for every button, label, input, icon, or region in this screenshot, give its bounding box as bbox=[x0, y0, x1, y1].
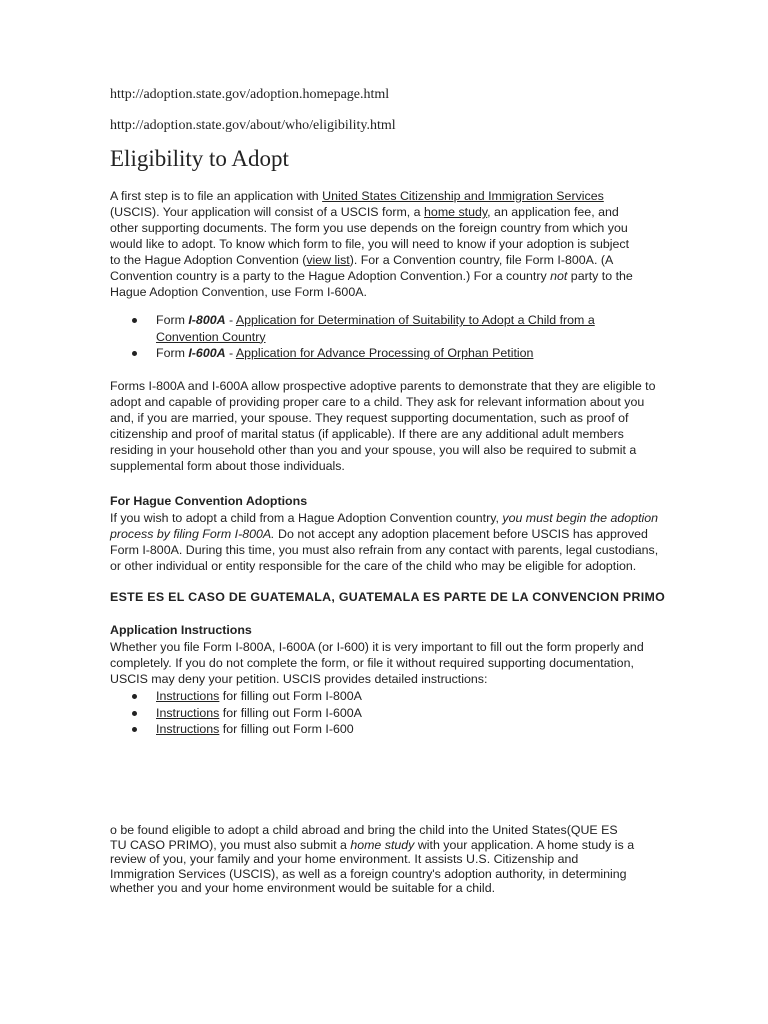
source-url-homepage: http://adoption.state.gov/adoption.homepage.html bbox=[110, 87, 390, 102]
list-item: Form I-800A - Application for Determination of Suitability to Adopt a Child from a Convention Country bbox=[132, 312, 595, 345]
forms-list bbox=[132, 312, 595, 362]
instructions-list bbox=[132, 688, 362, 738]
bullet-icon bbox=[132, 727, 137, 732]
list-item: Form I-600A - Application for Advance Processing of Orphan Petition bbox=[132, 345, 595, 362]
view-list-link[interactable]: view list bbox=[306, 253, 350, 267]
instructions-i800a-link[interactable]: Instructions bbox=[156, 689, 220, 703]
instructions-paragraph: Whether you file Form I-800A, I-600A (or I-600) it is very important to fill out the form properly and completely. If you do not complete the form, or file it without required supporting documentation, USCIS may deny your petition. USCIS provides detailed instructions: bbox=[110, 640, 644, 686]
form-i600a-link[interactable]: Application for Advance Processing of Orphan Petition bbox=[235, 346, 534, 360]
bullet-icon bbox=[132, 694, 137, 699]
forms-paragraph: Forms I-800A and I-600A allow prospective adoptive parents to demonstrate that they are eligible to adopt and capable of providing proper care to a child. They ask for relevant information about you and, if you are married, your spouse. They request supporting documentation, such as proof of citizenship and proof of marital status (if applicable). If there are any additional adult members residing in your household other than you and your spouse, you will also be required to submit a supplemental form about those individuals. bbox=[110, 379, 656, 473]
page-title: Eligibility to Adopt bbox=[110, 146, 289, 171]
list-item: Instructions for filling out Form I-600A bbox=[132, 705, 362, 722]
home-study-paragraph: o be found eligible to adopt a child abroad and bring the child into the United States(QUE ES TU CASO PRIMO), you must also submit a home study with your application. A home study is a review of you, your family and your home environment. It assists U.S. Citizenship and Immigration Services (USCIS), as well as a foreign country's adoption authority, in determining whether you and your home environment would be suitable for a child. bbox=[110, 823, 635, 895]
list-item: Instructions for filling out Form I-800A bbox=[132, 688, 362, 705]
instructions-i600-link[interactable]: Instructions bbox=[156, 722, 220, 736]
list-item: Instructions for filling out Form I-600 bbox=[132, 721, 362, 738]
hague-heading: For Hague Convention Adoptions bbox=[110, 494, 308, 508]
caps-note: ESTE ES EL CASO DE GUATEMALA, GUATEMALA ES PARTE DE LA CONVENCION PRIMO bbox=[110, 590, 666, 604]
instructions-i600a-link[interactable]: Instructions bbox=[156, 705, 220, 720]
bullet-icon bbox=[132, 351, 137, 356]
bullet-icon bbox=[132, 711, 137, 716]
form-i800a-link[interactable]: Application for Determination of Suitability to Adopt a Child from a bbox=[235, 313, 595, 327]
uscis-link[interactable]: United States Citizenship and Immigration Services bbox=[322, 189, 604, 203]
form-i800a-link-cont[interactable]: Convention Country bbox=[156, 329, 266, 344]
hague-paragraph: If you wish to adopt a child from a Hague Adoption Convention country, you must begin the adoption process by filing Form I-800A. Do not accept any adoption placement before USCIS has approved Form I-800A. During this time, you must also refrain from any contact with parents, legal custodians, or other individual or entity responsible for the care of the child who may be eligible for adoption. bbox=[110, 511, 659, 573]
source-url-eligibility: http://adoption.state.gov/about/who/eligibility.html bbox=[110, 118, 396, 133]
intro-paragraph: A first step is to file an application with United States Citizenship and Immigration Services (USCIS). Your application will consist of a USCIS form, a home study, an application fee, and other supporting documents. The form you use depends on the foreign country from which you would like to adopt. To know which form to file, you will need to know if your adoption is subject to the Hague Adoption Convention (view list). For a Convention country, file Form I-800A. (A Convention country is a party to the Hague Adoption Convention.) For a country not party to the Hague Adoption Convention, use Form I-600A. bbox=[110, 189, 633, 299]
bullet-icon bbox=[132, 318, 137, 323]
instructions-heading: Application Instructions bbox=[110, 623, 252, 637]
home-study-link[interactable]: home study bbox=[424, 205, 488, 219]
